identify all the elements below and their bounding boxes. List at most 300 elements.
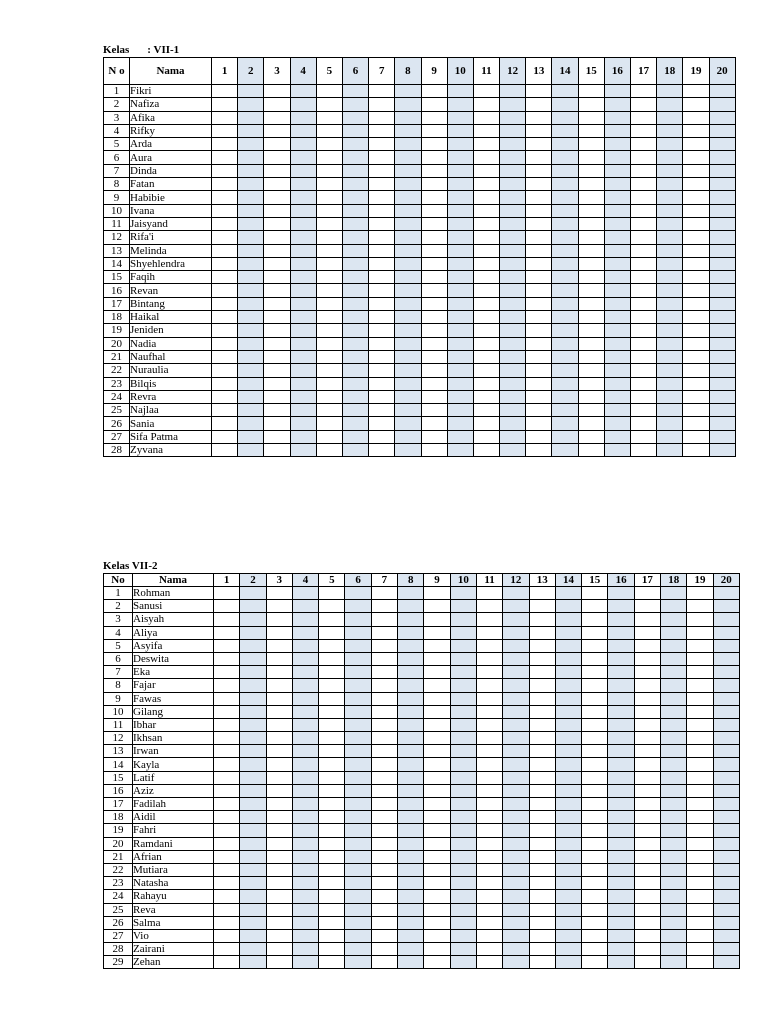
attendance-cell[interactable] (398, 745, 424, 758)
attendance-cell[interactable] (657, 324, 683, 337)
attendance-cell[interactable] (395, 244, 421, 257)
attendance-cell[interactable] (447, 191, 473, 204)
attendance-cell[interactable] (424, 732, 450, 745)
attendance-cell[interactable] (212, 111, 238, 124)
attendance-cell[interactable] (450, 929, 476, 942)
attendance-cell[interactable] (266, 639, 292, 652)
attendance-cell[interactable] (342, 297, 368, 310)
attendance-cell[interactable] (657, 390, 683, 403)
attendance-cell[interactable] (503, 877, 529, 890)
attendance-cell[interactable] (292, 863, 318, 876)
attendance-cell[interactable] (240, 824, 266, 837)
attendance-cell[interactable] (473, 324, 499, 337)
attendance-cell[interactable] (395, 404, 421, 417)
attendance-cell[interactable] (395, 297, 421, 310)
attendance-cell[interactable] (342, 111, 368, 124)
attendance-cell[interactable] (398, 705, 424, 718)
attendance-cell[interactable] (212, 284, 238, 297)
attendance-cell[interactable] (529, 837, 555, 850)
attendance-cell[interactable] (713, 877, 739, 890)
attendance-cell[interactable] (447, 377, 473, 390)
attendance-cell[interactable] (290, 164, 316, 177)
attendance-cell[interactable] (266, 837, 292, 850)
attendance-cell[interactable] (476, 850, 502, 863)
attendance-cell[interactable] (687, 600, 713, 613)
attendance-cell[interactable] (316, 364, 342, 377)
attendance-cell[interactable] (657, 444, 683, 457)
attendance-cell[interactable] (683, 98, 709, 111)
attendance-cell[interactable] (292, 824, 318, 837)
attendance-cell[interactable] (713, 824, 739, 837)
attendance-cell[interactable] (421, 297, 447, 310)
attendance-cell[interactable] (634, 666, 660, 679)
attendance-cell[interactable] (214, 916, 240, 929)
attendance-cell[interactable] (369, 297, 395, 310)
attendance-cell[interactable] (292, 732, 318, 745)
attendance-cell[interactable] (266, 600, 292, 613)
attendance-cell[interactable] (529, 718, 555, 731)
attendance-cell[interactable] (578, 191, 604, 204)
attendance-cell[interactable] (473, 244, 499, 257)
attendance-cell[interactable] (582, 652, 608, 665)
attendance-cell[interactable] (582, 639, 608, 652)
attendance-cell[interactable] (266, 758, 292, 771)
attendance-cell[interactable] (398, 639, 424, 652)
attendance-cell[interactable] (526, 390, 552, 403)
attendance-cell[interactable] (238, 430, 264, 443)
attendance-cell[interactable] (552, 271, 578, 284)
attendance-cell[interactable] (687, 784, 713, 797)
attendance-cell[interactable] (264, 257, 290, 270)
attendance-cell[interactable] (212, 297, 238, 310)
attendance-cell[interactable] (661, 666, 687, 679)
attendance-cell[interactable] (342, 390, 368, 403)
attendance-cell[interactable] (683, 404, 709, 417)
attendance-cell[interactable] (526, 364, 552, 377)
attendance-cell[interactable] (634, 943, 660, 956)
attendance-cell[interactable] (240, 666, 266, 679)
attendance-cell[interactable] (395, 85, 421, 98)
attendance-cell[interactable] (555, 679, 581, 692)
attendance-cell[interactable] (631, 178, 657, 191)
attendance-cell[interactable] (713, 956, 739, 969)
attendance-cell[interactable] (395, 311, 421, 324)
attendance-cell[interactable] (709, 417, 735, 430)
attendance-cell[interactable] (264, 244, 290, 257)
attendance-cell[interactable] (552, 337, 578, 350)
attendance-cell[interactable] (447, 271, 473, 284)
attendance-cell[interactable] (683, 430, 709, 443)
attendance-cell[interactable] (555, 600, 581, 613)
attendance-cell[interactable] (292, 903, 318, 916)
attendance-cell[interactable] (450, 811, 476, 824)
attendance-cell[interactable] (292, 705, 318, 718)
attendance-cell[interactable] (687, 666, 713, 679)
attendance-cell[interactable] (661, 639, 687, 652)
attendance-cell[interactable] (266, 811, 292, 824)
attendance-cell[interactable] (395, 364, 421, 377)
attendance-cell[interactable] (503, 705, 529, 718)
attendance-cell[interactable] (214, 613, 240, 626)
attendance-cell[interactable] (214, 679, 240, 692)
attendance-cell[interactable] (212, 138, 238, 151)
attendance-cell[interactable] (582, 903, 608, 916)
attendance-cell[interactable] (214, 784, 240, 797)
attendance-cell[interactable] (687, 916, 713, 929)
attendance-cell[interactable] (529, 639, 555, 652)
attendance-cell[interactable] (450, 890, 476, 903)
attendance-cell[interactable] (447, 98, 473, 111)
attendance-cell[interactable] (687, 956, 713, 969)
attendance-cell[interactable] (369, 337, 395, 350)
attendance-cell[interactable] (240, 850, 266, 863)
attendance-cell[interactable] (608, 811, 634, 824)
attendance-cell[interactable] (608, 824, 634, 837)
attendance-cell[interactable] (713, 692, 739, 705)
attendance-cell[interactable] (342, 364, 368, 377)
attendance-cell[interactable] (212, 337, 238, 350)
attendance-cell[interactable] (266, 877, 292, 890)
attendance-cell[interactable] (687, 745, 713, 758)
attendance-cell[interactable] (552, 364, 578, 377)
attendance-cell[interactable] (661, 943, 687, 956)
attendance-cell[interactable] (342, 191, 368, 204)
attendance-cell[interactable] (529, 652, 555, 665)
attendance-cell[interactable] (526, 164, 552, 177)
attendance-cell[interactable] (661, 956, 687, 969)
attendance-cell[interactable] (687, 863, 713, 876)
attendance-cell[interactable] (240, 771, 266, 784)
attendance-cell[interactable] (604, 350, 630, 363)
attendance-cell[interactable] (631, 204, 657, 217)
attendance-cell[interactable] (661, 877, 687, 890)
attendance-cell[interactable] (398, 784, 424, 797)
attendance-cell[interactable] (555, 745, 581, 758)
attendance-cell[interactable] (240, 956, 266, 969)
attendance-cell[interactable] (319, 587, 345, 600)
attendance-cell[interactable] (552, 390, 578, 403)
attendance-cell[interactable] (371, 666, 397, 679)
attendance-cell[interactable] (424, 705, 450, 718)
attendance-cell[interactable] (631, 284, 657, 297)
attendance-cell[interactable] (578, 204, 604, 217)
attendance-cell[interactable] (578, 231, 604, 244)
attendance-cell[interactable] (529, 745, 555, 758)
attendance-cell[interactable] (212, 390, 238, 403)
attendance-cell[interactable] (555, 837, 581, 850)
attendance-cell[interactable] (450, 837, 476, 850)
attendance-cell[interactable] (238, 297, 264, 310)
attendance-cell[interactable] (476, 692, 502, 705)
attendance-cell[interactable] (264, 191, 290, 204)
attendance-cell[interactable] (604, 324, 630, 337)
attendance-cell[interactable] (713, 758, 739, 771)
attendance-cell[interactable] (316, 444, 342, 457)
attendance-cell[interactable] (555, 771, 581, 784)
attendance-cell[interactable] (316, 151, 342, 164)
attendance-cell[interactable] (709, 390, 735, 403)
attendance-cell[interactable] (713, 639, 739, 652)
attendance-cell[interactable] (683, 204, 709, 217)
attendance-cell[interactable] (631, 297, 657, 310)
attendance-cell[interactable] (476, 837, 502, 850)
attendance-cell[interactable] (713, 943, 739, 956)
attendance-cell[interactable] (264, 138, 290, 151)
attendance-cell[interactable] (316, 164, 342, 177)
attendance-cell[interactable] (582, 943, 608, 956)
attendance-cell[interactable] (369, 350, 395, 363)
attendance-cell[interactable] (264, 271, 290, 284)
attendance-cell[interactable] (661, 745, 687, 758)
attendance-cell[interactable] (371, 824, 397, 837)
attendance-cell[interactable] (604, 98, 630, 111)
attendance-cell[interactable] (657, 124, 683, 137)
attendance-cell[interactable] (503, 652, 529, 665)
attendance-cell[interactable] (657, 244, 683, 257)
attendance-cell[interactable] (661, 929, 687, 942)
attendance-cell[interactable] (319, 705, 345, 718)
attendance-cell[interactable] (687, 903, 713, 916)
attendance-cell[interactable] (552, 138, 578, 151)
attendance-cell[interactable] (266, 705, 292, 718)
attendance-cell[interactable] (657, 377, 683, 390)
attendance-cell[interactable] (212, 417, 238, 430)
attendance-cell[interactable] (369, 430, 395, 443)
attendance-cell[interactable] (345, 929, 371, 942)
attendance-cell[interactable] (240, 916, 266, 929)
attendance-cell[interactable] (526, 324, 552, 337)
attendance-cell[interactable] (421, 111, 447, 124)
attendance-cell[interactable] (266, 652, 292, 665)
attendance-cell[interactable] (398, 903, 424, 916)
attendance-cell[interactable] (473, 444, 499, 457)
attendance-cell[interactable] (447, 257, 473, 270)
attendance-cell[interactable] (421, 138, 447, 151)
attendance-cell[interactable] (687, 613, 713, 626)
attendance-cell[interactable] (555, 863, 581, 876)
attendance-cell[interactable] (687, 798, 713, 811)
attendance-cell[interactable] (212, 204, 238, 217)
attendance-cell[interactable] (424, 692, 450, 705)
attendance-cell[interactable] (290, 257, 316, 270)
attendance-cell[interactable] (214, 758, 240, 771)
attendance-cell[interactable] (424, 639, 450, 652)
attendance-cell[interactable] (421, 85, 447, 98)
attendance-cell[interactable] (266, 666, 292, 679)
attendance-cell[interactable] (713, 784, 739, 797)
attendance-cell[interactable] (214, 837, 240, 850)
attendance-cell[interactable] (709, 98, 735, 111)
attendance-cell[interactable] (447, 311, 473, 324)
attendance-cell[interactable] (398, 890, 424, 903)
attendance-cell[interactable] (421, 417, 447, 430)
attendance-cell[interactable] (447, 178, 473, 191)
attendance-cell[interactable] (424, 600, 450, 613)
attendance-cell[interactable] (687, 811, 713, 824)
attendance-cell[interactable] (555, 732, 581, 745)
attendance-cell[interactable] (345, 771, 371, 784)
attendance-cell[interactable] (582, 666, 608, 679)
attendance-cell[interactable] (555, 824, 581, 837)
attendance-cell[interactable] (450, 587, 476, 600)
attendance-cell[interactable] (608, 718, 634, 731)
attendance-cell[interactable] (290, 204, 316, 217)
attendance-cell[interactable] (345, 798, 371, 811)
attendance-cell[interactable] (578, 111, 604, 124)
attendance-cell[interactable] (503, 626, 529, 639)
attendance-cell[interactable] (683, 257, 709, 270)
attendance-cell[interactable] (371, 956, 397, 969)
attendance-cell[interactable] (290, 324, 316, 337)
attendance-cell[interactable] (238, 417, 264, 430)
attendance-cell[interactable] (371, 850, 397, 863)
attendance-cell[interactable] (421, 217, 447, 230)
attendance-cell[interactable] (371, 732, 397, 745)
attendance-cell[interactable] (687, 837, 713, 850)
attendance-cell[interactable] (631, 390, 657, 403)
attendance-cell[interactable] (395, 164, 421, 177)
attendance-cell[interactable] (316, 257, 342, 270)
attendance-cell[interactable] (500, 297, 526, 310)
attendance-cell[interactable] (529, 732, 555, 745)
attendance-cell[interactable] (552, 444, 578, 457)
attendance-cell[interactable] (604, 271, 630, 284)
attendance-cell[interactable] (634, 890, 660, 903)
attendance-cell[interactable] (395, 271, 421, 284)
attendance-cell[interactable] (687, 824, 713, 837)
attendance-cell[interactable] (240, 692, 266, 705)
attendance-cell[interactable] (292, 956, 318, 969)
attendance-cell[interactable] (398, 811, 424, 824)
attendance-cell[interactable] (316, 337, 342, 350)
attendance-cell[interactable] (214, 956, 240, 969)
attendance-cell[interactable] (631, 244, 657, 257)
attendance-cell[interactable] (319, 639, 345, 652)
attendance-cell[interactable] (713, 745, 739, 758)
attendance-cell[interactable] (555, 639, 581, 652)
attendance-cell[interactable] (608, 732, 634, 745)
attendance-cell[interactable] (266, 943, 292, 956)
attendance-cell[interactable] (555, 666, 581, 679)
attendance-cell[interactable] (476, 929, 502, 942)
attendance-cell[interactable] (631, 364, 657, 377)
attendance-cell[interactable] (421, 350, 447, 363)
attendance-cell[interactable] (421, 311, 447, 324)
attendance-cell[interactable] (503, 784, 529, 797)
attendance-cell[interactable] (476, 771, 502, 784)
attendance-cell[interactable] (661, 850, 687, 863)
attendance-cell[interactable] (683, 111, 709, 124)
attendance-cell[interactable] (631, 377, 657, 390)
attendance-cell[interactable] (371, 758, 397, 771)
attendance-cell[interactable] (266, 692, 292, 705)
attendance-cell[interactable] (631, 85, 657, 98)
attendance-cell[interactable] (608, 877, 634, 890)
attendance-cell[interactable] (238, 231, 264, 244)
attendance-cell[interactable] (529, 824, 555, 837)
attendance-cell[interactable] (529, 613, 555, 626)
attendance-cell[interactable] (290, 111, 316, 124)
attendance-cell[interactable] (604, 217, 630, 230)
attendance-cell[interactable] (212, 124, 238, 137)
attendance-cell[interactable] (661, 626, 687, 639)
attendance-cell[interactable] (608, 956, 634, 969)
attendance-cell[interactable] (683, 337, 709, 350)
attendance-cell[interactable] (713, 679, 739, 692)
attendance-cell[interactable] (316, 297, 342, 310)
attendance-cell[interactable] (369, 417, 395, 430)
attendance-cell[interactable] (604, 178, 630, 191)
attendance-cell[interactable] (212, 350, 238, 363)
attendance-cell[interactable] (264, 444, 290, 457)
attendance-cell[interactable] (238, 337, 264, 350)
attendance-cell[interactable] (398, 758, 424, 771)
attendance-cell[interactable] (552, 164, 578, 177)
attendance-cell[interactable] (369, 204, 395, 217)
attendance-cell[interactable] (473, 390, 499, 403)
attendance-cell[interactable] (240, 745, 266, 758)
attendance-cell[interactable] (631, 337, 657, 350)
attendance-cell[interactable] (526, 244, 552, 257)
attendance-cell[interactable] (608, 745, 634, 758)
attendance-cell[interactable] (578, 404, 604, 417)
attendance-cell[interactable] (578, 271, 604, 284)
attendance-cell[interactable] (476, 916, 502, 929)
attendance-cell[interactable] (634, 903, 660, 916)
attendance-cell[interactable] (266, 929, 292, 942)
attendance-cell[interactable] (582, 771, 608, 784)
attendance-cell[interactable] (345, 824, 371, 837)
attendance-cell[interactable] (264, 284, 290, 297)
attendance-cell[interactable] (371, 718, 397, 731)
attendance-cell[interactable] (552, 231, 578, 244)
attendance-cell[interactable] (264, 217, 290, 230)
attendance-cell[interactable] (214, 943, 240, 956)
attendance-cell[interactable] (683, 124, 709, 137)
attendance-cell[interactable] (290, 244, 316, 257)
attendance-cell[interactable] (500, 377, 526, 390)
attendance-cell[interactable] (713, 798, 739, 811)
attendance-cell[interactable] (631, 444, 657, 457)
attendance-cell[interactable] (500, 231, 526, 244)
attendance-cell[interactable] (608, 692, 634, 705)
attendance-cell[interactable] (526, 124, 552, 137)
attendance-cell[interactable] (342, 231, 368, 244)
attendance-cell[interactable] (214, 877, 240, 890)
attendance-cell[interactable] (292, 916, 318, 929)
attendance-cell[interactable] (240, 639, 266, 652)
attendance-cell[interactable] (661, 613, 687, 626)
attendance-cell[interactable] (709, 138, 735, 151)
attendance-cell[interactable] (240, 811, 266, 824)
attendance-cell[interactable] (369, 164, 395, 177)
attendance-cell[interactable] (398, 718, 424, 731)
attendance-cell[interactable] (266, 903, 292, 916)
attendance-cell[interactable] (473, 98, 499, 111)
attendance-cell[interactable] (526, 204, 552, 217)
attendance-cell[interactable] (398, 956, 424, 969)
attendance-cell[interactable] (319, 837, 345, 850)
attendance-cell[interactable] (683, 231, 709, 244)
attendance-cell[interactable] (450, 666, 476, 679)
attendance-cell[interactable] (582, 692, 608, 705)
attendance-cell[interactable] (292, 639, 318, 652)
attendance-cell[interactable] (214, 718, 240, 731)
attendance-cell[interactable] (608, 837, 634, 850)
attendance-cell[interactable] (447, 231, 473, 244)
attendance-cell[interactable] (552, 217, 578, 230)
attendance-cell[interactable] (503, 863, 529, 876)
